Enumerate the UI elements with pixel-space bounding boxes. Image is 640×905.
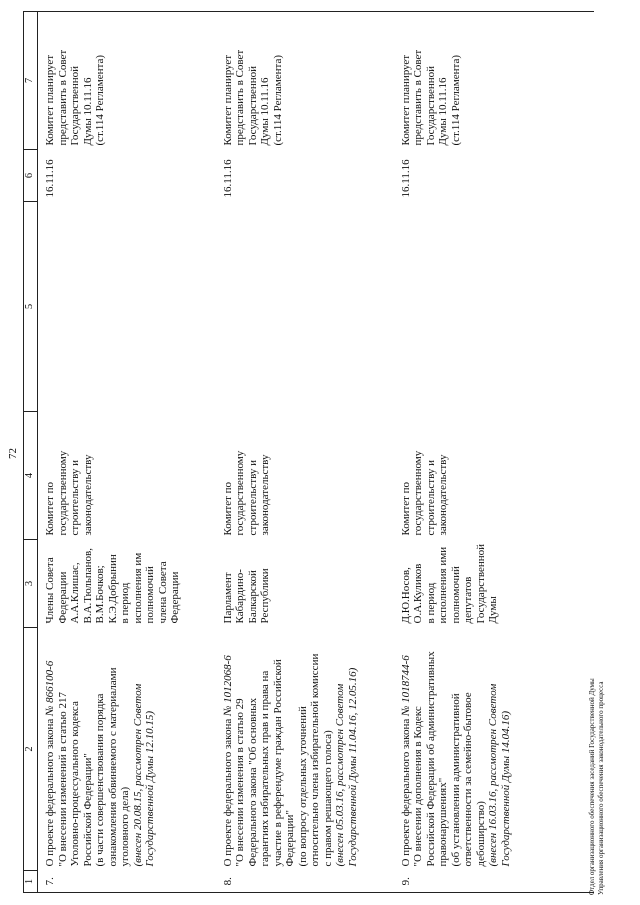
initiator-line: Д.Ю.Носов, xyxy=(399,567,412,624)
bill-text: О проекте федерального закона xyxy=(44,716,56,867)
table-header-row xyxy=(24,12,38,893)
column-header: 7 xyxy=(24,12,38,150)
initiator-line: полномочий xyxy=(144,566,156,624)
committee-note xyxy=(216,12,394,150)
bill-text: правонарушениях" xyxy=(437,777,449,867)
footer-line: Управления организационного обеспечения законодательного процесса xyxy=(596,681,605,895)
row-number: 9. xyxy=(394,871,594,893)
bill-description xyxy=(38,628,216,871)
committee-line: строительству и xyxy=(424,459,437,536)
planned-date: 16.11.16 xyxy=(44,159,56,198)
column-5-cell xyxy=(394,202,594,412)
initiator-line: в период xyxy=(424,582,437,624)
responsible-committee xyxy=(216,412,394,540)
note-line: Государственной xyxy=(424,65,437,146)
bill-text: (по вопросу отдельных уточнений xyxy=(296,706,309,867)
column-header: 1 xyxy=(24,871,38,893)
note-line: представить в Совет xyxy=(56,49,69,146)
initiator-line: Думы xyxy=(487,596,499,624)
initiator-line: О.А.Куликов xyxy=(412,563,424,624)
initiator-line: исполнения им xyxy=(131,552,144,624)
bill-text: "О внесении дополнения в Кодекс xyxy=(412,706,424,867)
committee-line: законодательству xyxy=(259,454,271,536)
bills-table xyxy=(23,11,594,893)
bill-status: (внесен 20.08.15, рассмотрен Советом xyxy=(131,683,144,867)
committee-line: Комитет по xyxy=(221,481,234,536)
initiator-line: члена Совета xyxy=(156,561,169,624)
committee-line: законодательству xyxy=(437,454,449,536)
footer-line: Отдел организационного обеспечения заседаний Государственной Думы xyxy=(588,678,596,895)
bill-text: уголовного дела) xyxy=(119,786,131,867)
bill-text: участие в референдуме граждан Российской xyxy=(271,659,284,867)
initiator-line: Государственной xyxy=(474,543,487,624)
row-number: 8. xyxy=(216,871,394,893)
initiator-line: депутатов xyxy=(462,576,474,624)
initiator-line: Республики xyxy=(259,568,271,624)
bill-text: Российской Федерации" xyxy=(81,753,94,867)
bill-number: № 1018744-6 xyxy=(399,655,412,717)
page-number: 72 xyxy=(7,448,19,459)
column-5-cell xyxy=(38,202,216,412)
note-line: представить в Совет xyxy=(234,49,246,146)
responsible-committee xyxy=(38,412,216,540)
bill-description xyxy=(216,628,394,871)
initiator-line: исполнения ими xyxy=(437,546,449,624)
committee-line: государственному xyxy=(234,450,246,536)
bill-status: Государственной Думы 11.04.16, 12.05.16) xyxy=(346,667,359,867)
bill-text: О проекте федерального закона xyxy=(221,716,234,867)
committee-line: строительству и xyxy=(246,459,259,536)
bill-description xyxy=(394,628,594,871)
note-line: (ст.114 Регламента) xyxy=(271,54,284,146)
initiator-line: Федерации xyxy=(169,571,181,624)
column-header: 6 xyxy=(24,150,38,202)
initiator-line: К.Э.Добрынин xyxy=(106,554,119,624)
note-line: Думы 10.11.16 xyxy=(81,77,94,146)
column-header: 5 xyxy=(24,202,38,412)
table-row xyxy=(394,12,594,893)
note-line: Комитет планирует xyxy=(44,54,56,146)
bill-status: (внесен 16.03.16, рассмотрен Советом xyxy=(487,683,499,867)
initiator-line: В.А.Тюльпанов, xyxy=(81,547,94,624)
bill-text: Российской Федерации об административных xyxy=(424,651,437,867)
bill-text: "О внесении изменения в статью 29 xyxy=(234,698,246,867)
committee-line: государственному xyxy=(56,450,69,536)
bill-text: Федерации" xyxy=(284,810,296,867)
bill-status: Государственной Думы 14.04.16) xyxy=(499,710,512,867)
committee-line: Комитет по xyxy=(44,481,56,536)
note-line: Комитет планирует xyxy=(221,54,234,146)
table-row xyxy=(38,12,216,893)
bill-text: (в части совершенствования порядка xyxy=(94,693,106,867)
bill-status: Государственной Думы 12.10.15) xyxy=(144,710,156,867)
committee-line: строительству и xyxy=(69,459,81,536)
initiator-line: Члены Совета xyxy=(44,557,56,624)
table-row xyxy=(216,12,394,893)
initiator-line: Балкарской xyxy=(246,570,259,624)
note-line: Государственной xyxy=(246,65,259,146)
initiator-line: Парламент xyxy=(221,572,234,624)
bill-text: Федерального закона "Об основных xyxy=(246,697,259,867)
note-line: Комитет планирует xyxy=(399,54,412,146)
column-header: 3 xyxy=(24,540,38,628)
bill-text: "О внесении изменений в статью 217 xyxy=(56,692,69,867)
bill-text: Уголовно-процессуального кодекса xyxy=(69,701,81,867)
initiator xyxy=(216,540,394,628)
bill-text: (об установлении административной xyxy=(449,693,462,867)
initiator-line: В.М.Бочков; xyxy=(94,565,106,624)
footer-note xyxy=(588,678,605,895)
column-5-cell xyxy=(216,202,394,412)
column-header: 4 xyxy=(24,412,38,540)
bill-status: (внесен 05.03.16, рассмотрен Советом xyxy=(334,683,346,867)
responsible-committee xyxy=(394,412,594,540)
bill-text: О проекте федерального закона xyxy=(399,716,412,867)
row-number: 7. xyxy=(38,871,216,893)
bill-text: с правом решающего голоса) xyxy=(321,730,334,867)
note-line: Думы 10.11.16 xyxy=(259,77,271,146)
bill-text: ознакомления обвиняемого с материалами xyxy=(106,667,119,867)
note-line: Думы 10.11.16 xyxy=(437,77,449,146)
committee-line: законодательству xyxy=(81,454,94,536)
committee-line: Комитет по xyxy=(399,481,412,536)
committee-note xyxy=(38,12,216,150)
bill-text: ответственности за семейно-бытовое xyxy=(462,692,474,867)
note-line: (ст.114 Регламента) xyxy=(94,54,106,146)
bill-text: дебоширство) xyxy=(474,801,487,867)
initiator-line: полномочий xyxy=(449,566,462,624)
bill-number: № 866100-6 xyxy=(44,660,56,717)
initiator-line: в период xyxy=(119,582,131,624)
note-line: Государственной xyxy=(69,65,81,146)
planned-date: 16.11.16 xyxy=(399,159,412,198)
initiator-line: Кабардино- xyxy=(234,569,246,624)
bill-number: № 1012068-6 xyxy=(221,655,234,717)
note-line: (ст.114 Регламента) xyxy=(449,54,462,146)
initiator-line: А.А.Клишас, xyxy=(69,562,81,624)
note-line: представить в Совет xyxy=(412,49,424,146)
committee-line: государственному xyxy=(412,450,424,536)
initiator xyxy=(394,540,594,628)
committee-note xyxy=(394,12,594,150)
planned-date: 16.11.16 xyxy=(221,159,234,198)
column-header: 2 xyxy=(24,628,38,871)
bill-text: относительно члена избирательной комиссии xyxy=(309,653,321,867)
bill-text: гарантиях избирательных прав и права на xyxy=(259,670,271,867)
initiator-line: Федерации xyxy=(56,571,69,624)
initiator xyxy=(38,540,216,628)
